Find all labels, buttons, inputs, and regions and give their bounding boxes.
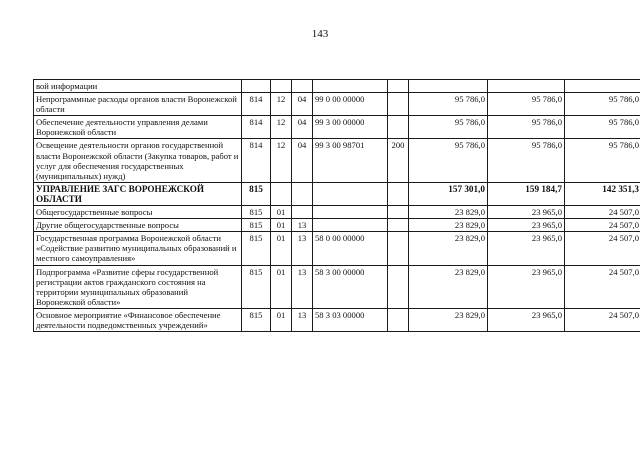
amount-year1-cell: 23 829,0: [409, 308, 488, 331]
expense-type-cell: [388, 93, 409, 116]
table-row: [34, 182, 640, 205]
table-row: [34, 308, 640, 331]
subsection-code-cell: [292, 80, 313, 93]
amount-year3-cell: 142 351,3: [565, 182, 640, 205]
section-code-cell: 01: [271, 206, 292, 219]
item-name-cell: Другие общегосударственные вопросы: [34, 219, 242, 232]
subsection-code-cell: [292, 206, 313, 219]
item-name-cell: Освещение деятельности органов государственной власти Воронежской области (Закупка товаров, работ и услуг для обеспечения государственных (муниципальных) нужд): [34, 139, 242, 182]
target-article-cell: [313, 182, 388, 205]
amount-year1-cell: 23 829,0: [409, 265, 488, 308]
section-code-cell: 01: [271, 265, 292, 308]
amount-year2-cell: 23 965,0: [488, 219, 565, 232]
amount-year3-cell: 24 507,0: [565, 206, 640, 219]
amount-year2-cell: 23 965,0: [488, 232, 565, 265]
amount-year3-cell: 95 786,0: [565, 139, 640, 182]
target-article-cell: [313, 206, 388, 219]
amount-year3-cell: 95 786,0: [565, 116, 640, 139]
expense-type-cell: [388, 308, 409, 331]
amount-year1-cell: 157 301,0: [409, 182, 488, 205]
item-name-cell: вой информации: [34, 80, 242, 93]
amount-year1-cell: [409, 80, 488, 93]
item-name-cell: Общегосударственные вопросы: [34, 206, 242, 219]
amount-year2-cell: [488, 80, 565, 93]
department-code-cell: 815: [242, 265, 271, 308]
amount-year2-cell: 95 786,0: [488, 93, 565, 116]
amount-year1-cell: 23 829,0: [409, 206, 488, 219]
table-row: [34, 93, 640, 116]
department-code-cell: 815: [242, 219, 271, 232]
expense-type-cell: [388, 182, 409, 205]
amount-year1-cell: 95 786,0: [409, 93, 488, 116]
section-code-cell: 01: [271, 219, 292, 232]
section-code-cell: 12: [271, 116, 292, 139]
subsection-code-cell: 13: [292, 308, 313, 331]
table-row: [34, 206, 640, 219]
subsection-code-cell: 13: [292, 232, 313, 265]
expense-type-cell: [388, 116, 409, 139]
amount-year2-cell: 159 184,7: [488, 182, 565, 205]
table-row: [34, 80, 640, 93]
amount-year2-cell: 95 786,0: [488, 139, 565, 182]
subsection-code-cell: 04: [292, 93, 313, 116]
section-code-cell: 01: [271, 232, 292, 265]
expense-type-cell: [388, 80, 409, 93]
department-code-cell: 815: [242, 308, 271, 331]
subsection-code-cell: 13: [292, 265, 313, 308]
amount-year3-cell: 24 507,0: [565, 308, 640, 331]
amount-year2-cell: 95 786,0: [488, 116, 565, 139]
amount-year3-cell: 24 507,0: [565, 232, 640, 265]
amount-year2-cell: 23 965,0: [488, 206, 565, 219]
section-code-cell: [271, 80, 292, 93]
item-name-cell: УПРАВЛЕНИЕ ЗАГС ВОРОНЕЖСКОЙ ОБЛАСТИ: [34, 182, 242, 205]
amount-year1-cell: 23 829,0: [409, 219, 488, 232]
amount-year2-cell: 23 965,0: [488, 308, 565, 331]
expense-type-cell: 200: [388, 139, 409, 182]
amount-year1-cell: 95 786,0: [409, 139, 488, 182]
budget-table: [33, 79, 640, 332]
subsection-code-cell: 13: [292, 219, 313, 232]
expense-type-cell: [388, 219, 409, 232]
section-code-cell: [271, 182, 292, 205]
table-row: [34, 139, 640, 182]
section-code-cell: 12: [271, 93, 292, 116]
target-article-cell: 99 3 00 00000: [313, 116, 388, 139]
amount-year3-cell: 95 786,0: [565, 93, 640, 116]
item-name-cell: Государственная программа Воронежской области «Содействие развитию муниципальных образований и местного самоуправления»: [34, 232, 242, 265]
expense-type-cell: [388, 232, 409, 265]
section-code-cell: 01: [271, 308, 292, 331]
item-name-cell: Обеспечение деятельности управления делами Воронежской области: [34, 116, 242, 139]
amount-year1-cell: 95 786,0: [409, 116, 488, 139]
table-row: [34, 265, 640, 308]
department-code-cell: 815: [242, 182, 271, 205]
item-name-cell: Подпрограмма «Развитие сферы государственной регистрации актов гражданского состояния на территории муниципальных образований Воронежской области»: [34, 265, 242, 308]
table-row: [34, 232, 640, 265]
target-article-cell: 99 0 00 00000: [313, 93, 388, 116]
section-code-cell: 12: [271, 139, 292, 182]
item-name-cell: Непрограммные расходы органов власти Воронежской области: [34, 93, 242, 116]
department-code-cell: 815: [242, 206, 271, 219]
expense-type-cell: [388, 206, 409, 219]
target-article-cell: 58 0 00 00000: [313, 232, 388, 265]
page-number: 143: [311, 28, 329, 40]
item-name-cell: Основное мероприятие «Финансовое обеспечение деятельности подведомственных учреждений»: [34, 308, 242, 331]
department-code-cell: [242, 80, 271, 93]
target-article-cell: 58 3 00 00000: [313, 265, 388, 308]
target-article-cell: [313, 80, 388, 93]
department-code-cell: 814: [242, 93, 271, 116]
department-code-cell: 814: [242, 116, 271, 139]
subsection-code-cell: [292, 182, 313, 205]
amount-year3-cell: 24 507,0: [565, 219, 640, 232]
target-article-cell: 58 3 03 00000: [313, 308, 388, 331]
target-article-cell: 99 3 00 98701: [313, 139, 388, 182]
amount-year3-cell: [565, 80, 640, 93]
table-row: [34, 116, 640, 139]
subsection-code-cell: 04: [292, 139, 313, 182]
table-row: [34, 219, 640, 232]
department-code-cell: 815: [242, 232, 271, 265]
subsection-code-cell: 04: [292, 116, 313, 139]
expense-type-cell: [388, 265, 409, 308]
target-article-cell: [313, 219, 388, 232]
department-code-cell: 814: [242, 139, 271, 182]
amount-year3-cell: 24 507,0: [565, 265, 640, 308]
amount-year2-cell: 23 965,0: [488, 265, 565, 308]
amount-year1-cell: 23 829,0: [409, 232, 488, 265]
